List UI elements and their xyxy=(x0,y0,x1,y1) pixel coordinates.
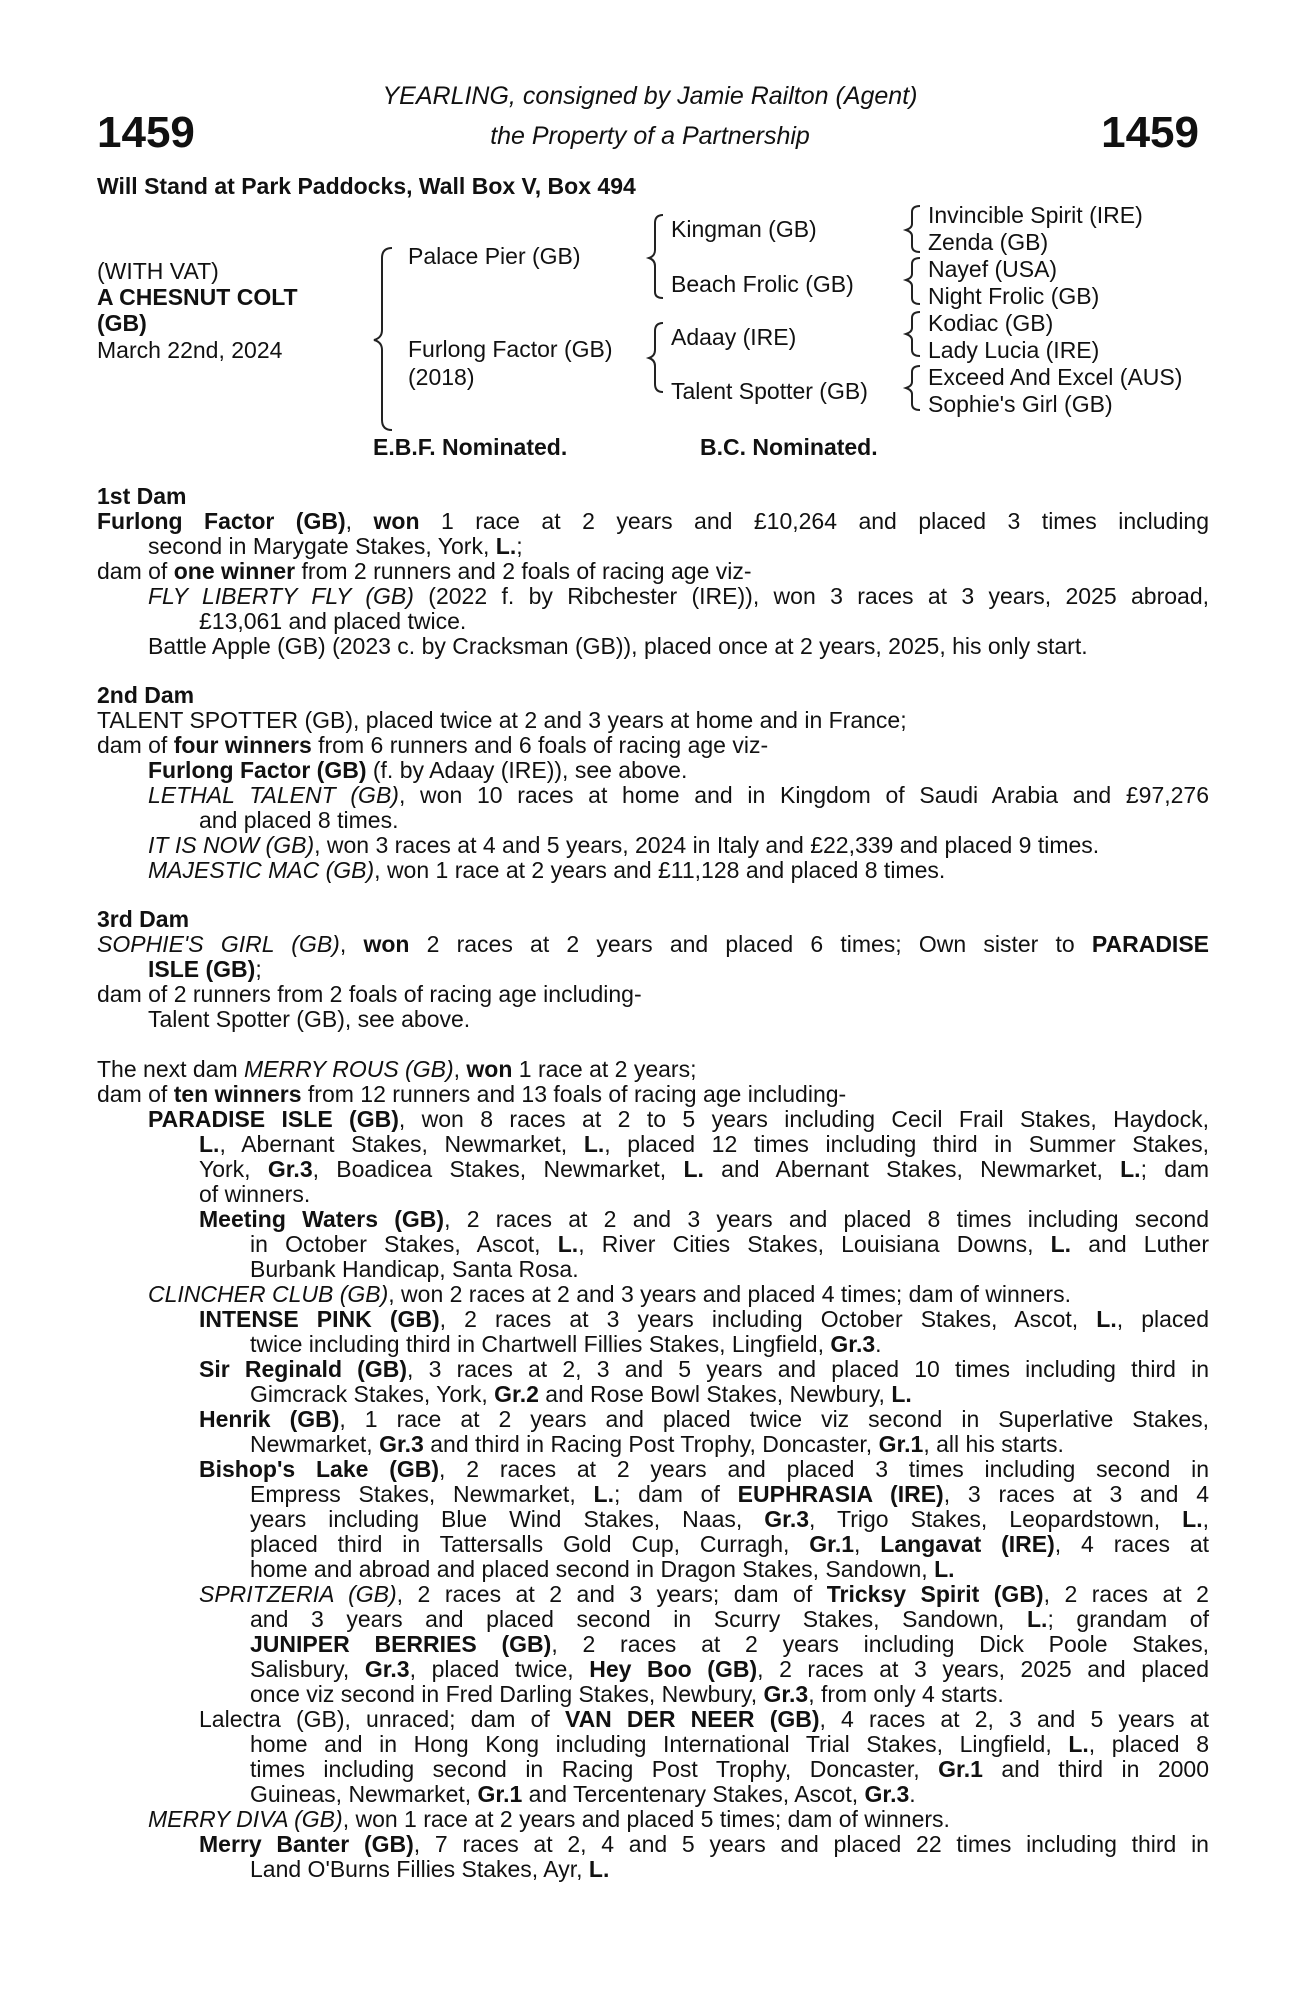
lalectra-line-3: times including second in Racing Post Trophy, Doncaster, Gr.1 and third in 2000 xyxy=(250,1756,1209,1782)
first-dam-line-1: Furlong Factor (GB), won 1 race at 2 years and £10,264 and placed 3 times including xyxy=(97,508,1210,534)
stand-location: Will Stand at Park Paddocks, Wall Box V, Box 494 xyxy=(97,173,636,199)
merry-banter-line-1: Merry Banter (GB), 7 races at 2, 4 and 5 years and placed 22 times including third in xyxy=(199,1831,1209,1857)
spritzeria-line-4: Salisbury, Gr.3, placed twice, Hey Boo (GB), 2 races at 3 years, 2025 and placed xyxy=(250,1656,1209,1682)
pedigree-g3-1: Invincible Spirit (IRE) xyxy=(928,202,1143,228)
clincher-club-line-1: CLINCHER CLUB (GB), won 2 races at 2 and 3 years and placed 4 times; dam of winners. xyxy=(148,1281,1071,1307)
pedigree-g3-6: Lady Lucia (IRE) xyxy=(928,337,1100,363)
bc-nomination: B.C. Nominated. xyxy=(700,434,878,460)
lot-number-right: 1459 xyxy=(1101,108,1199,157)
bishops-lake-line-2: Empress Stakes, Newmarket, L.; dam of EUPHRASIA (IRE), 3 races at 3 and 4 xyxy=(250,1481,1210,1507)
pedigree-sire-dam: Beach Frolic (GB) xyxy=(671,271,854,297)
meeting-waters-line-3: Burbank Handicap, Santa Rosa. xyxy=(250,1256,579,1282)
pedigree-braces xyxy=(0,0,1315,460)
pedigree-dam: Furlong Factor (GB) xyxy=(408,336,613,362)
first-dam-heading: 1st Dam xyxy=(97,483,187,509)
second-dam-line-6: IT IS NOW (GB), won 3 races at 4 and 5 years, 2024 in Italy and £22,339 and placed 9 times. xyxy=(148,832,1100,858)
pedigree-g3-5: Kodiac (GB) xyxy=(928,310,1054,336)
first-dam-line-4: FLY LIBERTY FLY (GB) (2022 f. by Ribchester (IRE)), won 3 races at 3 years, 2025 abroad, xyxy=(148,583,1209,609)
spritzeria-line-3: JUNIPER BERRIES (GB), 2 races at 2 years including Dick Poole Stakes, xyxy=(250,1631,1209,1657)
third-dam-line-4: Talent Spotter (GB), see above. xyxy=(148,1006,471,1032)
henrik-line-2: Newmarket, Gr.3 and third in Racing Post Trophy, Doncaster, Gr.1, all his starts. xyxy=(250,1431,1064,1457)
merry-banter-line-2: Land O'Burns Fillies Stakes, Ayr, L. xyxy=(250,1856,610,1882)
first-dam-line-2: second in Marygate Stakes, York, L.; xyxy=(148,533,523,559)
meeting-waters-line-1: Meeting Waters (GB), 2 races at 2 and 3 years and placed 8 times including second xyxy=(199,1206,1209,1232)
paradise-isle-line-1: PARADISE ISLE (GB), won 8 races at 2 to 5 years including Cecil Frail Stakes, Haydock, xyxy=(148,1106,1209,1132)
pedigree-sire: Palace Pier (GB) xyxy=(408,243,581,269)
second-dam-line-1: TALENT SPOTTER (GB), placed twice at 2 and 3 years at home and in France; xyxy=(97,707,907,733)
pedigree-sire-sire: Kingman (GB) xyxy=(671,216,817,242)
paradise-isle-line-4: of winners. xyxy=(199,1181,311,1207)
lalectra-line-1: Lalectra (GB), unraced; dam of VAN DER NEER (GB), 4 races at 2, 3 and 5 years at xyxy=(199,1706,1209,1732)
header-line-1: YEARLING, consigned by Jamie Railton (Agent) xyxy=(382,82,918,110)
henrik-line-1: Henrik (GB), 1 race at 2 years and placed twice viz second in Superlative Stakes, xyxy=(199,1406,1209,1432)
lalectra-line-2: home and in Hong Kong including International Trial Stakes, Lingfield, L., placed 8 xyxy=(250,1731,1209,1757)
sir-reginald-line-1: Sir Reginald (GB), 3 races at 2, 3 and 5 years and placed 10 times including third in xyxy=(199,1356,1209,1382)
pedigree-g3-3: Nayef (USA) xyxy=(928,256,1058,282)
second-dam-line-2: dam of four winners from 6 runners and 6 foals of racing age viz- xyxy=(97,732,769,758)
horse-name: A CHESNUT COLT xyxy=(97,284,298,310)
third-dam-line-1: SOPHIE'S GIRL (GB), won 2 races at 2 years and placed 6 times; Own sister to PARADISE xyxy=(97,931,1210,957)
first-dam-line-3: dam of one winner from 2 runners and 2 foals of racing age viz- xyxy=(97,558,752,584)
second-dam-heading: 2nd Dam xyxy=(97,682,195,708)
vat-note: (WITH VAT) xyxy=(97,258,219,284)
third-dam-heading: 3rd Dam xyxy=(97,906,190,932)
pedigree-g3-8: Sophie's Girl (GB) xyxy=(928,391,1113,417)
bishops-lake-line-1: Bishop's Lake (GB), 2 races at 2 years and placed 3 times including second in xyxy=(199,1456,1209,1482)
next-dam-line-1: The next dam MERRY ROUS (GB), won 1 race at 2 years; xyxy=(97,1056,697,1082)
pedigree-g3-2: Zenda (GB) xyxy=(928,229,1049,255)
second-dam-line-7: MAJESTIC MAC (GB), won 1 race at 2 years and £11,128 and placed 8 times. xyxy=(148,857,946,883)
third-dam-line-2: ISLE (GB); xyxy=(148,956,262,982)
second-dam-line-3: Furlong Factor (GB) (f. by Adaay (IRE)), see above. xyxy=(148,757,688,783)
paradise-isle-line-3: York, Gr.3, Boadicea Stakes, Newmarket, L. and Abernant Stakes, Newmarket, L.; dam xyxy=(199,1156,1209,1182)
next-dam-line-2: dam of ten winners from 12 runners and 13 foals of racing age including- xyxy=(97,1081,847,1107)
first-dam-line-6: Battle Apple (GB) (2023 c. by Cracksman (GB)), placed once at 2 years, 2025, his only start. xyxy=(148,633,1088,659)
foaling-date: March 22nd, 2024 xyxy=(97,337,283,363)
merry-diva-line-1: MERRY DIVA (GB), won 1 race at 2 years and placed 5 times; dam of winners. xyxy=(148,1806,950,1832)
spritzeria-line-2: and 3 years and placed second in Scurry Stakes, Sandown, L.; grandam of xyxy=(250,1606,1209,1632)
intense-pink-line-2: twice including third in Chartwell Fillies Stakes, Lingfield, Gr.3. xyxy=(250,1331,882,1357)
pedigree-dam-year: (2018) xyxy=(408,364,475,390)
pedigree-dam-sire: Adaay (IRE) xyxy=(671,324,797,350)
horse-name-country: (GB) xyxy=(97,310,147,336)
bishops-lake-line-5: home and abroad and placed second in Dragon Stakes, Sandown, L. xyxy=(250,1556,955,1582)
pedigree-g3-4: Night Frolic (GB) xyxy=(928,283,1100,309)
ebf-nomination: E.B.F. Nominated. xyxy=(373,434,568,460)
bishops-lake-line-3: years including Blue Wind Stakes, Naas, Gr.3, Trigo Stakes, Leopardstown, L., xyxy=(250,1506,1210,1532)
third-dam-line-3: dam of 2 runners from 2 foals of racing age including- xyxy=(97,981,642,1007)
pedigree-dam-dam: Talent Spotter (GB) xyxy=(671,378,868,404)
lot-number-left: 1459 xyxy=(97,108,195,157)
bishops-lake-line-4: placed third in Tattersalls Gold Cup, Curragh, Gr.1, Langavat (IRE), 4 races at xyxy=(250,1531,1210,1557)
intense-pink-line-1: INTENSE PINK (GB), 2 races at 3 years including October Stakes, Ascot, L., placed xyxy=(199,1306,1209,1332)
dam-name: Furlong Factor (GB) xyxy=(97,508,346,534)
spritzeria-line-1: SPRITZERIA (GB), 2 races at 2 and 3 years; dam of Tricksy Spirit (GB), 2 races at 2 xyxy=(199,1581,1209,1607)
meeting-waters-line-2: in October Stakes, Ascot, L., River Cities Stakes, Louisiana Downs, L. and Luther xyxy=(250,1231,1210,1257)
lalectra-line-4: Guineas, Newmarket, Gr.1 and Tercentenary Stakes, Ascot, Gr.3. xyxy=(250,1781,916,1807)
second-dam-line-5: and placed 8 times. xyxy=(199,807,399,833)
second-dam-line-4: LETHAL TALENT (GB), won 10 races at home and in Kingdom of Saudi Arabia and £97,276 xyxy=(148,782,1210,808)
first-dam-line-5: £13,061 and placed twice. xyxy=(199,608,467,634)
paradise-isle-line-2: L., Abernant Stakes, Newmarket, L., placed 12 times including third in Summer Stakes, xyxy=(199,1131,1209,1157)
sir-reginald-line-2: Gimcrack Stakes, York, Gr.2 and Rose Bowl Stakes, Newbury, L. xyxy=(250,1381,912,1407)
header-line-2: the Property of a Partnership xyxy=(490,122,810,150)
spritzeria-line-5: once viz second in Fred Darling Stakes, Newbury, Gr.3, from only 4 starts. xyxy=(250,1681,1004,1707)
pedigree-g3-7: Exceed And Excel (AUS) xyxy=(928,364,1183,390)
